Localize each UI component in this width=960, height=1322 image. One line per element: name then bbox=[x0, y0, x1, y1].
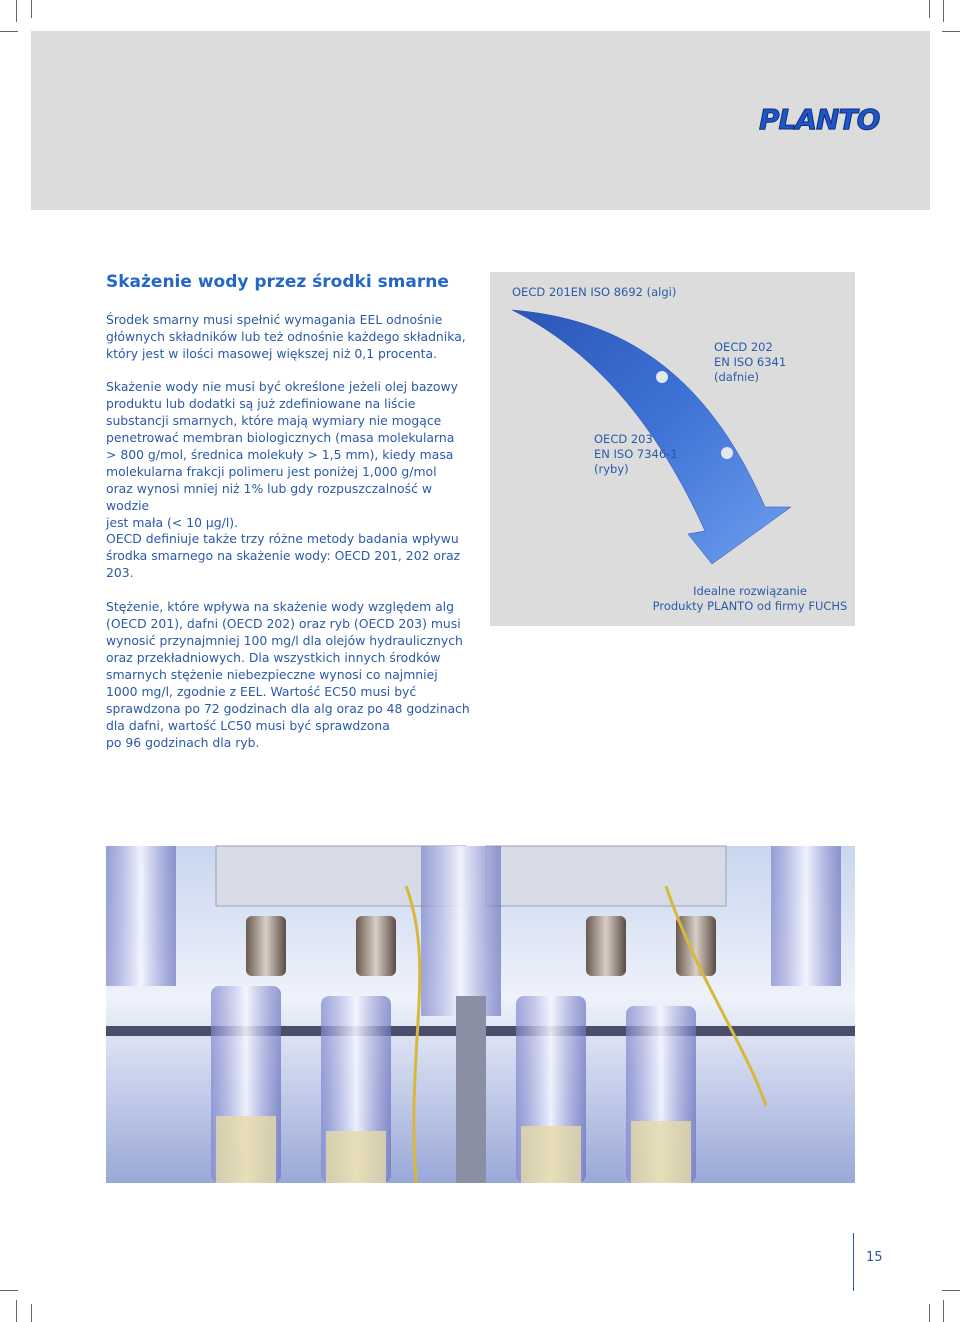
text-line: smarnych stężenie niebezpieczne wynosi co najmniej bbox=[106, 667, 438, 682]
text-line: wynosić przynajmniej 100 mg/l dla olejów hydraulicznych bbox=[106, 633, 463, 648]
label-line: OECD 203 bbox=[594, 432, 653, 446]
crop-mark bbox=[943, 1300, 944, 1322]
fish-test-label bbox=[594, 432, 678, 477]
crop-mark bbox=[0, 31, 18, 32]
fish-marker-dot bbox=[721, 447, 733, 459]
label-line: (dafnie) bbox=[714, 370, 759, 384]
text-line: (OECD 201), dafni (OECD 202) oraz ryb (OECD 203) musi bbox=[106, 616, 461, 631]
crop-mark bbox=[942, 31, 960, 32]
crop-mark bbox=[943, 0, 944, 22]
text-line: substancji smarnych, które mają wymiary nie mogące bbox=[106, 413, 442, 428]
crop-mark bbox=[16, 0, 17, 22]
label-line: EN ISO 6341 bbox=[714, 355, 787, 369]
text-line: 1000 mg/l, zgodnie z EEL. Wartość EC50 musi być bbox=[106, 684, 417, 699]
article-title: Skażenie wody przez środki smarne bbox=[106, 272, 449, 292]
text-line: OECD definiuje także trzy różne metody badania wpływu bbox=[106, 531, 459, 546]
page-number: 15 bbox=[866, 1250, 883, 1265]
text-line: po 96 godzinach dla ryb. bbox=[106, 735, 260, 750]
algae-marker-dot bbox=[656, 371, 668, 383]
text-line: molekularna frakcji polimeru jest poniżej 1,000 g/mol bbox=[106, 464, 437, 479]
crop-mark bbox=[16, 1300, 17, 1322]
daphnia-test-label bbox=[714, 340, 786, 385]
label-line: Idealne rozwiązanie bbox=[693, 584, 807, 598]
text-line: > 800 g/mol, średnica molekuły > 1,5 mm), kiedy masa bbox=[106, 447, 454, 462]
paragraph-4 bbox=[106, 598, 471, 751]
crop-mark bbox=[942, 1290, 960, 1291]
text-line: Stężenie, które wpływa na skażenie wody względem alg bbox=[106, 599, 454, 614]
label-line: EN ISO 7346-1 bbox=[594, 447, 678, 461]
crop-mark bbox=[929, 0, 930, 18]
text-line: Skażenie wody nie musi być określone jeżeli olej bazowy bbox=[106, 379, 458, 394]
crop-mark bbox=[0, 1290, 18, 1291]
label-line: (ryby) bbox=[594, 462, 629, 476]
crop-mark bbox=[31, 0, 32, 18]
logo-text: PLANTO bbox=[759, 103, 880, 136]
laboratory-photo bbox=[106, 846, 855, 1183]
text-line: jest mała (< 10 µg/l). bbox=[106, 515, 239, 530]
page-number-rule bbox=[853, 1233, 854, 1291]
text-line: oraz przekładniowych. Dla wszystkich innych środków bbox=[106, 650, 441, 665]
text-line: Środek smarny musi spełnić wymagania EEL odnośnie bbox=[106, 312, 443, 327]
algae-test-label: OECD 201EN ISO 8692 (algi) bbox=[512, 285, 677, 299]
paragraph-3 bbox=[106, 530, 471, 581]
text-line: produktu lub dodatki są już zdefiniowane na liście bbox=[106, 396, 416, 411]
text-line: który jest w ilości masowej większej niż 0,1 procenta. bbox=[106, 346, 437, 361]
text-line: sprawdzona po 72 godzinach dla alg oraz po 48 godzinach bbox=[106, 701, 470, 716]
crop-mark bbox=[929, 1304, 930, 1322]
paragraph-1 bbox=[106, 311, 471, 362]
text-line: 203. bbox=[106, 565, 134, 580]
oecd-test-diagram bbox=[490, 272, 855, 626]
laboratory-apparatus-illustration bbox=[106, 846, 855, 1183]
crop-mark bbox=[31, 1304, 32, 1322]
ideal-solution-label bbox=[650, 584, 850, 614]
text-line: dla dafni, wartość LC50 musi być sprawdzona bbox=[106, 718, 390, 733]
text-line: oraz wynosi mniej niż 1% lub gdy rozpuszczalność w wodzie bbox=[106, 481, 432, 513]
paragraph-2 bbox=[106, 378, 471, 531]
text-line: głównych składników lub też odnośnie każdego składnika, bbox=[106, 329, 466, 344]
text-line: środka smarnego na skażenie wody: OECD 201, 202 oraz bbox=[106, 548, 461, 563]
text-line: penetrować membran biologicznych (masa molekularna bbox=[106, 430, 455, 445]
planto-logo bbox=[757, 100, 880, 136]
label-line: OECD 202 bbox=[714, 340, 773, 354]
label-line: Produkty PLANTO od firmy FUCHS bbox=[652, 599, 848, 613]
